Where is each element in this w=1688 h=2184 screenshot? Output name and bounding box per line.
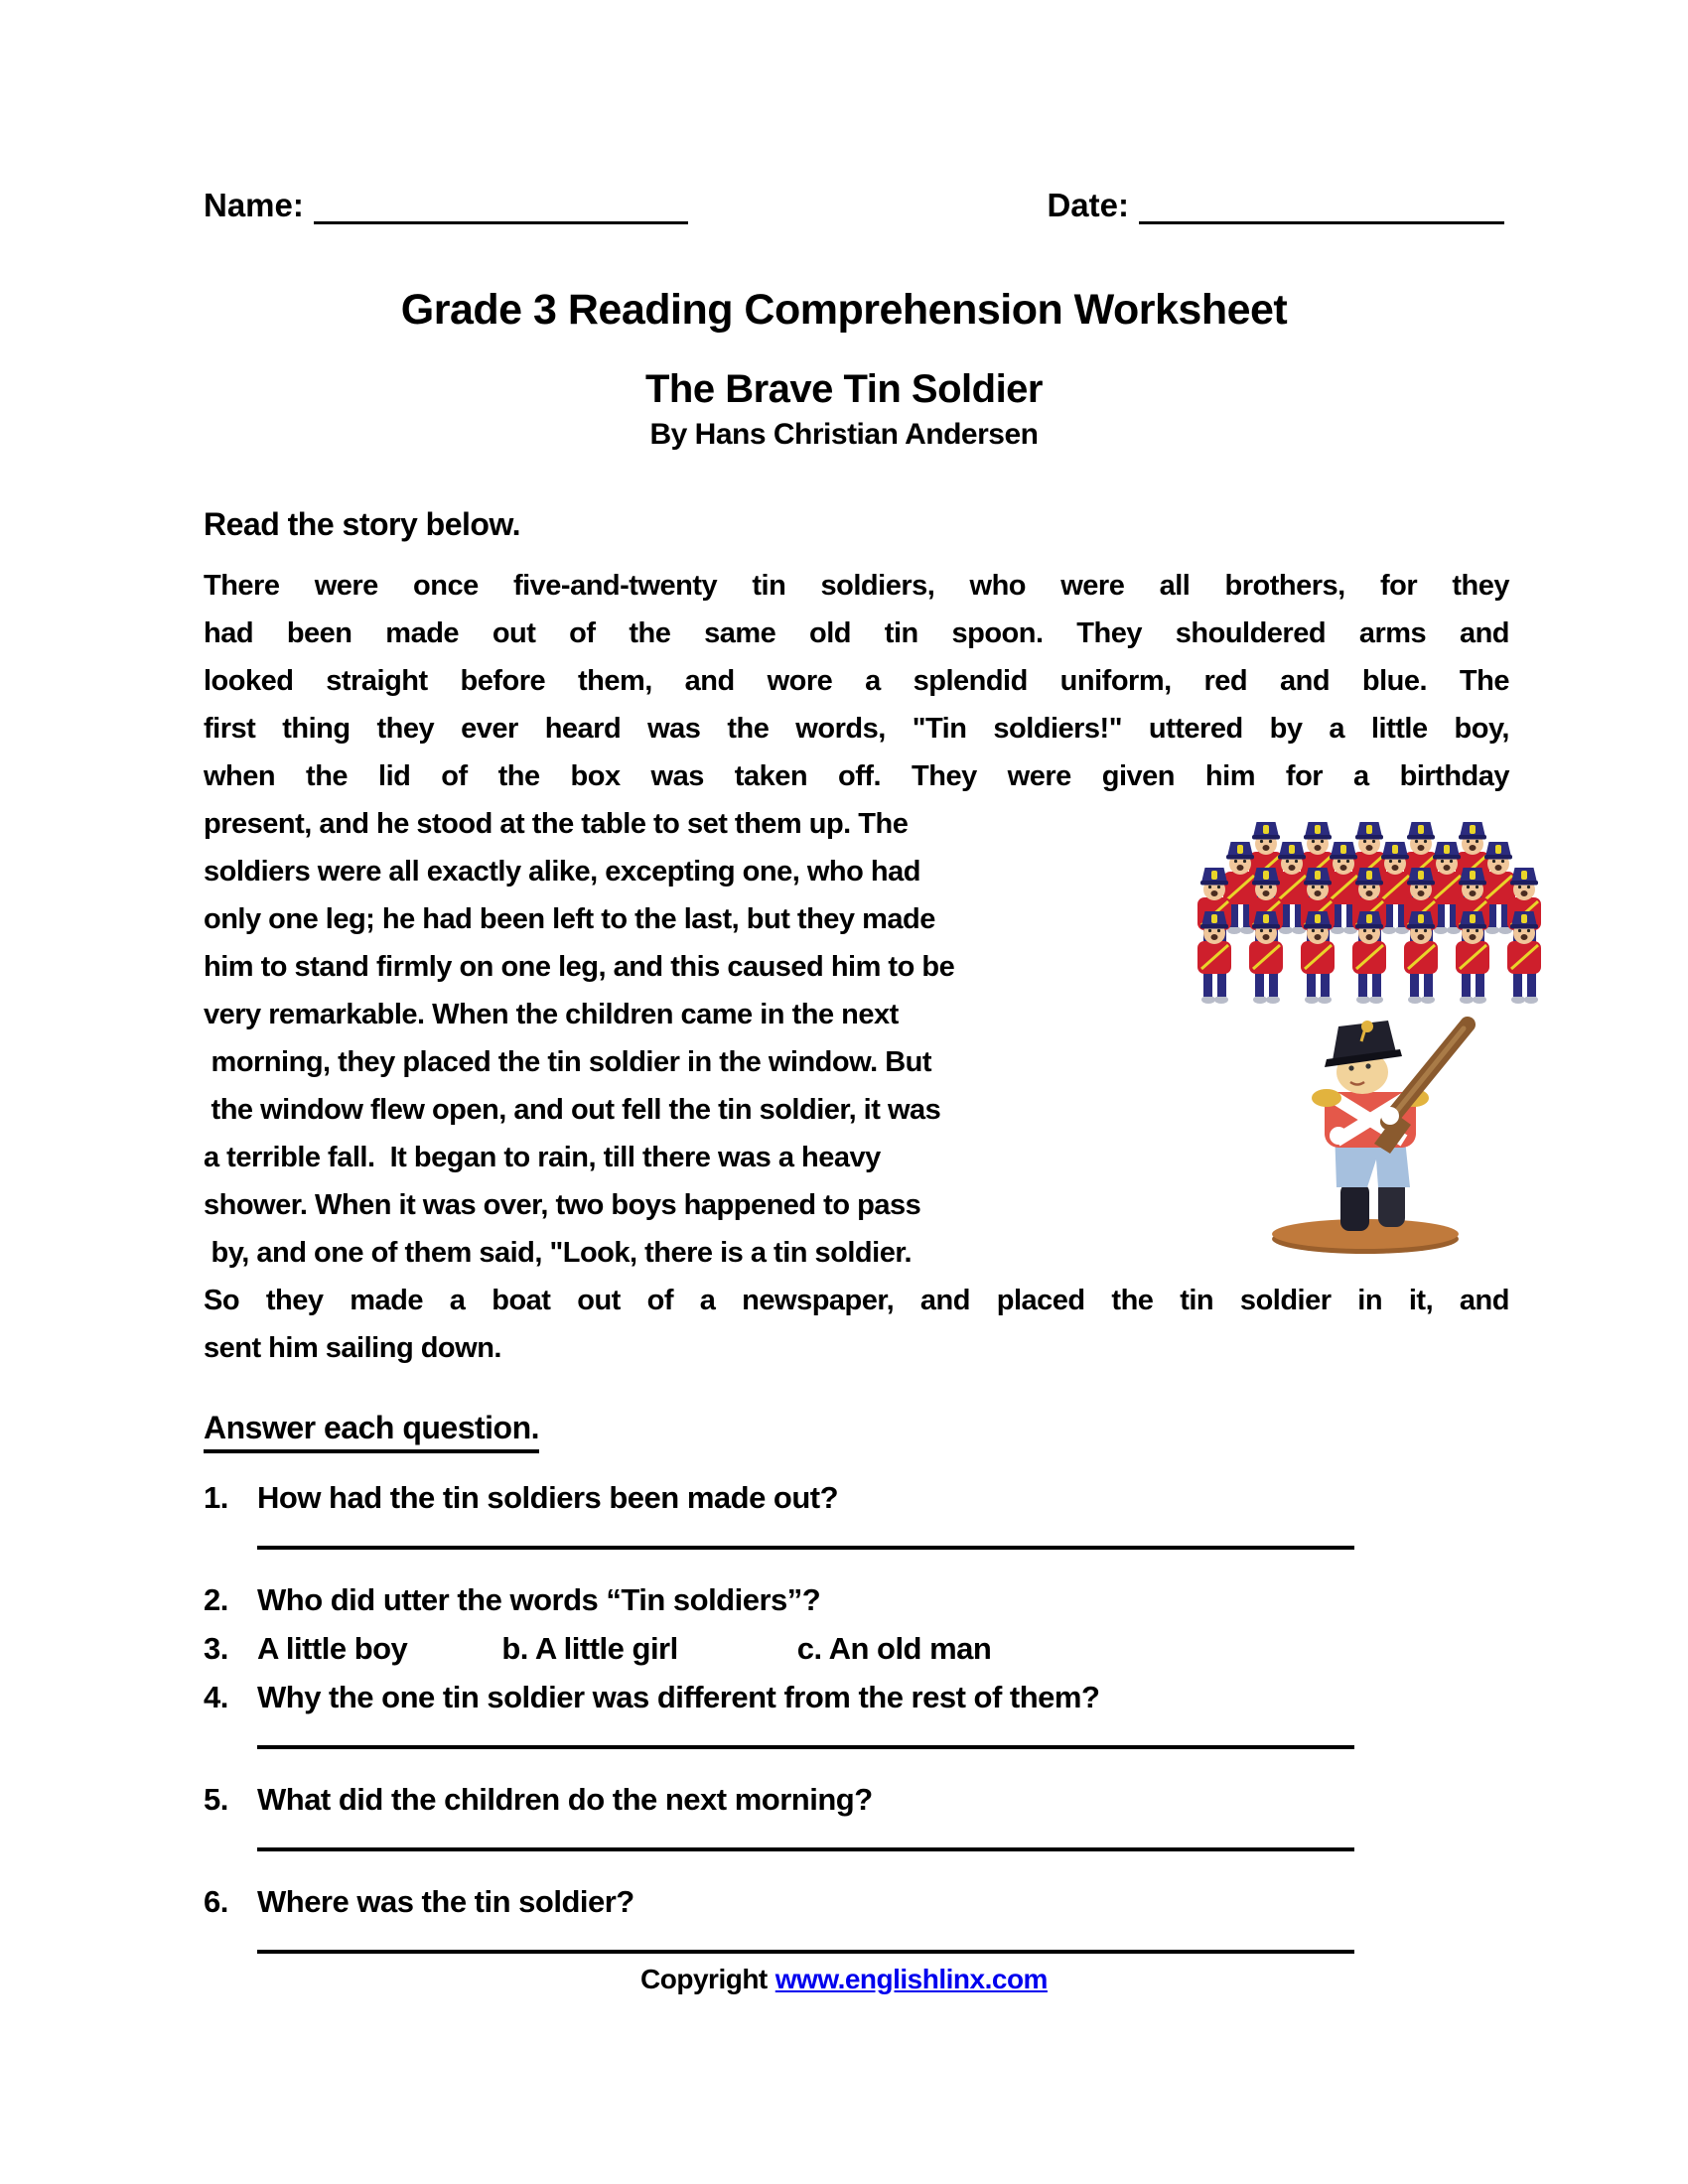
question-text: Where was the tin soldier? bbox=[257, 1884, 634, 1919]
question-number: 4. bbox=[204, 1680, 228, 1714]
footer bbox=[0, 1964, 1688, 1995]
answer-blank-line bbox=[257, 1524, 1354, 1550]
question-5 bbox=[204, 1777, 1509, 1823]
story-line: only one leg; he had been left to the last, but they made bbox=[204, 903, 935, 935]
story-line: shower. When it was over, two boys happened to pass bbox=[204, 1189, 921, 1221]
story-line: a terrible fall. It began to rain, till there was a heavy bbox=[204, 1142, 881, 1173]
byline: By Hans Christian Andersen bbox=[649, 418, 1039, 451]
question-1 bbox=[204, 1475, 1509, 1521]
story-line: looked straight before them, and wore a splendid uniform, red and blue. The bbox=[204, 665, 1509, 697]
tin-soldier-image bbox=[1241, 1015, 1489, 1258]
header-row bbox=[204, 187, 1504, 224]
story-line: There were once five-and-twenty tin soldiers, who were all brothers, for they bbox=[204, 570, 1509, 602]
date-blank-line bbox=[1139, 188, 1504, 224]
question-text: Why the one tin soldier was different from the rest of them? bbox=[257, 1680, 1100, 1714]
copyright-link[interactable]: www.englishlinx.com bbox=[774, 1964, 1048, 1994]
choice-c: c. An old man bbox=[796, 1631, 992, 1666]
story-illustrations bbox=[1187, 820, 1554, 1263]
questions-section bbox=[204, 1410, 1509, 1981]
name-blank-line bbox=[314, 188, 688, 224]
story-line: the window flew open, and out fell the tin soldier, it was bbox=[204, 1094, 941, 1126]
tin-soldiers-group-image bbox=[1187, 820, 1549, 1007]
question-4 bbox=[204, 1675, 1509, 1720]
story-line: had been made out of the same old tin spoon. They shouldered arms and bbox=[204, 617, 1509, 649]
name-field bbox=[204, 187, 688, 224]
story-line: by, and one of them said, "Look, there is a tin soldier. bbox=[204, 1237, 913, 1269]
question-number: 3. bbox=[204, 1631, 228, 1666]
story-line: sent him sailing down. bbox=[204, 1332, 501, 1364]
story-line: very remarkable. When the children came in the next bbox=[204, 999, 899, 1030]
story-title: The Brave Tin Soldier bbox=[645, 367, 1043, 411]
question-number: 2. bbox=[204, 1582, 228, 1617]
question-text: Who did utter the words “Tin soldiers”? bbox=[257, 1582, 821, 1617]
read-instruction: Read the story below. bbox=[204, 506, 521, 542]
question-2 bbox=[204, 1577, 1509, 1623]
question-number: 6. bbox=[204, 1884, 228, 1919]
answer-blank-line bbox=[257, 1826, 1354, 1851]
tin-soldier-image-wrap bbox=[1241, 1015, 1554, 1263]
question-number: 5. bbox=[204, 1782, 228, 1817]
story-line: soldiers were all exactly alike, excepting one, who had bbox=[204, 856, 920, 887]
answer-blank-line bbox=[257, 1723, 1354, 1749]
story-line: present, and he stood at the table to set them up. The bbox=[204, 808, 909, 840]
date-label: Date: bbox=[1047, 187, 1129, 223]
question-6 bbox=[204, 1879, 1509, 1925]
question-text: How had the tin soldiers been made out? bbox=[257, 1480, 839, 1515]
story-line: morning, they placed the tin soldier in the window. But bbox=[204, 1046, 932, 1078]
copyright-label: Copyright bbox=[640, 1964, 768, 1994]
questions-heading: Answer each question. bbox=[204, 1410, 539, 1453]
name-label: Name: bbox=[204, 187, 304, 223]
story-line: him to stand firmly on one leg, and this caused him to be bbox=[204, 951, 955, 983]
question-number: 1. bbox=[204, 1480, 228, 1515]
choice-a: A little boy bbox=[257, 1631, 408, 1666]
story-line: first thing they ever heard was the words, "Tin soldiers!" uttered by a little boy, bbox=[204, 713, 1509, 745]
story-line: when the lid of the box was taken off. They were given him for a birthday bbox=[204, 760, 1509, 792]
question-text: What did the children do the next morning? bbox=[257, 1782, 873, 1817]
story-line: So they made a boat out of a newspaper, and placed the tin soldier in it, and bbox=[204, 1285, 1509, 1316]
question-3-choices bbox=[204, 1626, 1509, 1672]
choice-b: b. A little girl bbox=[501, 1631, 678, 1666]
date-field bbox=[1047, 187, 1504, 224]
worksheet-title: Grade 3 Reading Comprehension Worksheet bbox=[400, 286, 1288, 334]
answer-blank-line bbox=[257, 1928, 1354, 1954]
